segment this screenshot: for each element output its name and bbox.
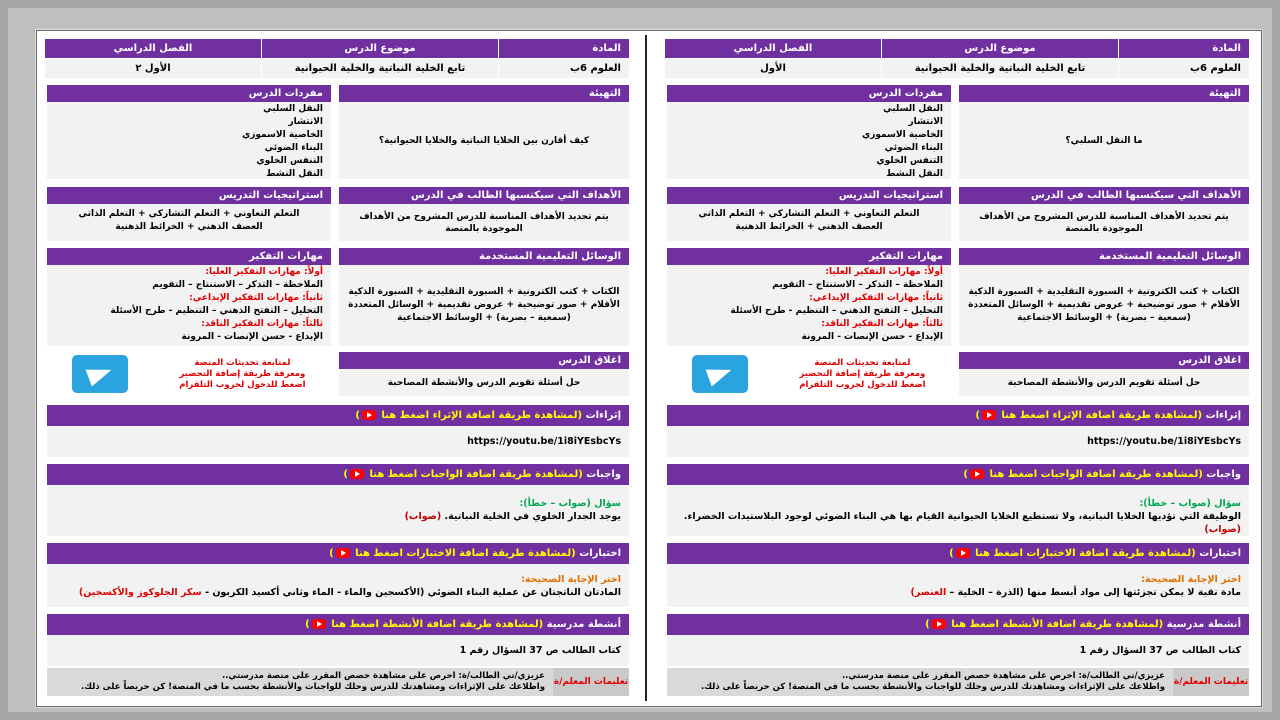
youtube-icon[interactable] (956, 548, 970, 558)
vocab-item: النقل السلبي (883, 104, 943, 114)
enrichment-link[interactable]: (لمشاهدة طريقة اضافة الإثراء اضغط هنا (381, 410, 583, 421)
closing-text: حل أسئلة تقويم الدرس والأنشطة المصاحبة (959, 369, 1249, 396)
activities-text: كتاب الطالب ص 37 السؤال رقم 1 (667, 635, 1249, 666)
homework-question: الوظيفة التي تؤديها الخلايا النباتية، ولا تستطيع الخلايا الحيوانية القيام بها هي البناء الضوئي لوجود البلاستيدات الخضراء. (683, 511, 1241, 522)
thinking-skills-section (667, 248, 951, 346)
closing-header: اغلاق الدرس (339, 352, 629, 369)
enrichment-section (667, 405, 1249, 457)
activities-text: كتاب الطالب ص 37 السؤال رقم 1 (47, 635, 629, 666)
objectives-header: الأهداف التي سيكتسبها الطالب في الدرس (339, 187, 629, 204)
vocab-item: النقل النشط (886, 169, 943, 179)
objectives-text: يتم تحديد الأهداف المناسبة للدرس المشروح من الأهداف الموجودة بالمنصة (339, 204, 629, 241)
youtube-icon[interactable] (336, 548, 350, 558)
aids-header: الوسائل التعليمية المستخدمة (959, 248, 1249, 265)
vocab-item: التنفس الخلوي (876, 156, 943, 166)
vocab-item: البناء الضوئي (264, 143, 323, 153)
aids-body (339, 265, 629, 346)
youtube-icon[interactable] (932, 619, 946, 629)
closing-section (339, 352, 629, 396)
strategies-header: استراتيجيات التدريس (667, 187, 951, 204)
activities-link[interactable]: (لمشاهدة طريقة اضافة الأنشطة اضغط هنا (331, 619, 544, 630)
objectives-section (339, 187, 629, 241)
aids-line: (سمعية – بصرية) + الوسائط الاجتماعية (397, 313, 571, 323)
tests-body (47, 564, 629, 607)
thinking-heading: ثالثاً: مهارات التفكير الناقد: (821, 319, 943, 329)
topic-label: موضوع الدرس (882, 39, 1118, 58)
objectives-section (959, 187, 1249, 241)
term-label: الفصل الدراسي (665, 39, 881, 58)
strategies-line: العصف الذهني + الخرائط الذهنية (115, 222, 263, 232)
vocab-item: الانتشار (908, 117, 943, 127)
lesson-plan-left (47, 39, 629, 695)
term-value: الأول (665, 59, 881, 78)
vocab-header: مفردات الدرس (667, 85, 951, 102)
thinking-heading: أولاً: مهارات التفكير العليا: (825, 267, 943, 277)
vocab-section (47, 85, 331, 179)
tests-header: اختبارات (لمشاهدة طريقة اضافة الاختبارات اضغط هنا ) (667, 543, 1249, 564)
vocab-item: الخاصية الاسموزي (241, 130, 323, 140)
tests-section (47, 543, 629, 607)
youtube-icon[interactable] (350, 469, 364, 479)
screen-frame (8, 8, 1272, 712)
teacher-line: عزيزي/تي الطالب/ة: احرص على مشاهدة حصص المقرر على منصة مدرستي.. (221, 671, 545, 681)
subject-value: العلوم 6ب (499, 59, 629, 78)
strategies-body (47, 204, 331, 241)
subject-label: المادة (1119, 39, 1249, 58)
tests-answer: سكر الجلوكوز والأكسجين) (78, 587, 202, 598)
enrichment-url[interactable]: https://youtu.be/1i8iYEsbcYs (667, 426, 1249, 457)
strategies-line: العصف الذهني + الخرائط الذهنية (735, 222, 883, 232)
thinking-line: الملاحظة – التذكر – الاستنتاج – التقويم (152, 280, 323, 290)
homework-answer: (صواب) (404, 511, 442, 522)
homework-label: واجبات (586, 469, 621, 480)
vocab-item: الانتشار (288, 117, 323, 127)
thinking-heading: ثانياً: مهارات التفكير الإبداعي: (809, 293, 943, 303)
aids-line: (سمعية – بصرية) + الوسائط الاجتماعية (1017, 313, 1191, 323)
thinking-heading: ثالثاً: مهارات التفكير الناقد: (201, 319, 323, 329)
tests-header: اختبارات (لمشاهدة طريقة اضافة الاختبارات اضغط هنا ) (47, 543, 629, 564)
teacher-instructions-text (667, 668, 1173, 696)
vocab-item: النقل السلبي (263, 104, 323, 114)
homework-header: واجبات (لمشاهدة طريقة اضافة الواجبات اضغط هنا ) (667, 464, 1249, 485)
enrichment-section (47, 405, 629, 457)
aids-header: الوسائل التعليمية المستخدمة (339, 248, 629, 265)
topic-value: تابع الخلية النباتية والخلية الحيوانية (882, 59, 1118, 78)
promo-line: ومعرفة طريقة إضافة التحضير (799, 368, 926, 379)
homework-question: يوجد الجدار الخلوي في الخلية النباتية. (444, 511, 621, 522)
telegram-promo[interactable] (667, 352, 951, 396)
homework-question-type: سؤال (صواب – خطأ): (1139, 498, 1241, 509)
strategies-line: التعلم التعاوني + التعلم التشاركي + التعلم الذاتي (698, 209, 920, 219)
lesson-plan-sheet (36, 30, 1262, 707)
promo-line: ومعرفة طريقة إضافة التحضير (179, 368, 306, 379)
teacher-instructions-label: تعليمات المعلم/ة (553, 668, 629, 696)
tests-question-type: اختر الإجابة الصحيحة: (1141, 574, 1241, 585)
strategies-body (667, 204, 951, 241)
tests-link[interactable]: (لمشاهدة طريقة اضافة الاختبارات اضغط هنا (355, 548, 576, 559)
closing-header: اغلاق الدرس (959, 352, 1249, 369)
youtube-icon[interactable] (312, 619, 326, 629)
telegram-icon[interactable] (72, 355, 128, 393)
tests-link[interactable]: (لمشاهدة طريقة اضافة الاختبارات اضغط هنا (975, 548, 1196, 559)
promo-line: لمتابعة تحديثات المنصة (814, 357, 911, 368)
subject-value: العلوم 6ب (1119, 59, 1249, 78)
teacher-line: واطلاعك على الإثراءات ومشاهدتك للدرس وحلك للواجبات والأنشطة بحسب ما في المنصة! كن حريصاً على ذلك. (80, 682, 545, 692)
vocab-list (667, 102, 951, 179)
vocab-item: البناء الضوئي (884, 143, 943, 153)
youtube-icon[interactable] (970, 469, 984, 479)
thinking-line: التحليل – التفتح الذهني – التنظيم - طرح الأسئلة (730, 306, 943, 316)
closing-text: حل أسئلة تقويم الدرس والأنشطة المصاحبة (339, 369, 629, 396)
promo-line: اضغط للدخول لجروب التلقرام (799, 379, 926, 390)
thinking-skills-section (47, 248, 331, 346)
youtube-icon[interactable] (362, 410, 376, 420)
thinking-body (667, 265, 951, 346)
youtube-icon[interactable] (982, 410, 996, 420)
enrichment-url[interactable]: https://youtu.be/1i8iYEsbcYs (47, 426, 629, 457)
objectives-text: يتم تحديد الأهداف المناسبة للدرس المشروح من الأهداف الموجودة بالمنصة (959, 204, 1249, 241)
term-value: الأول ٢ (45, 59, 261, 78)
activities-header: أنشطة مدرسية (لمشاهدة طريقة اضافة الأنشطة اضغط هنا ) (667, 614, 1249, 635)
enrichment-label: إثراءات (1205, 410, 1241, 421)
thinking-line: الإبداع - حسن الإنصات - المرونة (181, 332, 323, 342)
aids-line: الأقلام + صور توضيحية + عروض تقديمية + الوسائل المتعددة (968, 300, 1240, 310)
tests-body (667, 564, 1249, 607)
homework-body (47, 485, 629, 536)
activities-label: أنشطة مدرسية (546, 619, 621, 630)
enrichment-header: إثراءات (لمشاهدة طريقة اضافة الإثراء اضغط هنا ) (667, 405, 1249, 426)
tests-section (667, 543, 1249, 607)
homework-label: واجبات (1206, 469, 1241, 480)
thinking-heading: ثانياً: مهارات التفكير الإبداعي: (189, 293, 323, 303)
subject-label: المادة (499, 39, 629, 58)
thinking-line: الإبداع - حسن الإنصات - المرونة (801, 332, 943, 342)
warmup-text: كيف أقارن بين الخلايا النباتية والخلايا الحيوانية؟ (339, 102, 629, 179)
lesson-info-grid (47, 39, 629, 77)
term-label: الفصل الدراسي (45, 39, 261, 58)
tests-label: اختبارات (579, 548, 621, 559)
homework-question-line (55, 510, 621, 523)
enrichment-link[interactable]: (لمشاهدة طريقة اضافة الإثراء اضغط هنا (1001, 410, 1203, 421)
page-divider (645, 35, 647, 701)
activities-label: أنشطة مدرسية (1166, 619, 1241, 630)
enrichment-label: إثراءات (585, 410, 621, 421)
tests-question-line (55, 586, 621, 599)
thinking-heading: أولاً: مهارات التفكير العليا: (205, 267, 323, 277)
promo-line: اضغط للدخول لجروب التلقرام (179, 379, 306, 390)
tests-answer: العنصر) (910, 587, 947, 598)
warmup-header: التهيئة (959, 85, 1249, 102)
closing-section (959, 352, 1249, 396)
vocab-item: التنفس الخلوي (256, 156, 323, 166)
warmup-header: التهيئة (339, 85, 629, 102)
lesson-info-grid (667, 39, 1249, 77)
activities-section (47, 614, 629, 666)
aids-body (959, 265, 1249, 346)
teacher-instructions (667, 668, 1249, 696)
vocab-item: النقل النشط (266, 169, 323, 179)
teacher-instructions-label: تعليمات المعلم/ة (1173, 668, 1249, 696)
homework-body (667, 485, 1249, 536)
tests-question-line (675, 586, 1241, 599)
thinking-line: التحليل – التفتح الذهني – التنظيم - طرح الأسئلة (110, 306, 323, 316)
tests-question-type: اختر الإجابة الصحيحة: (521, 574, 621, 585)
aids-section (959, 248, 1249, 346)
teacher-instructions (47, 668, 629, 696)
thinking-header: مهارات التفكير (667, 248, 951, 265)
warmup-text: ما النقل السلبي؟ (959, 102, 1249, 179)
strategies-line: التعلم التعاوني + التعلم التشاركي + التعلم الذاتي (78, 209, 300, 219)
warmup-section (339, 85, 629, 179)
vocab-section (667, 85, 951, 179)
topic-value: تابع الخلية النباتية والخلية الحيوانية (262, 59, 498, 78)
telegram-icon[interactable] (692, 355, 748, 393)
strategies-header: استراتيجيات التدريس (47, 187, 331, 204)
activities-section (667, 614, 1249, 666)
topic-label: موضوع الدرس (262, 39, 498, 58)
tests-question: مادة نقية لا يمكن تجزئتها إلى مواد أبسط منها (الذرة – الخلية – (949, 587, 1241, 598)
activities-header: أنشطة مدرسية (لمشاهدة طريقة اضافة الأنشطة اضغط هنا ) (47, 614, 629, 635)
homework-question-line (675, 510, 1241, 536)
activities-link[interactable]: (لمشاهدة طريقة اضافة الأنشطة اضغط هنا (951, 619, 1164, 630)
tests-label: اختبارات (1199, 548, 1241, 559)
lesson-plan-right (667, 39, 1249, 695)
tests-question: المادتان الناتجتان عن عملية البناء الضوئي (الأكسجين والماء - الماء وثاني أكسيد الكربون - (205, 587, 621, 598)
enrichment-header: إثراءات (لمشاهدة طريقة اضافة الإثراء اضغط هنا ) (47, 405, 629, 426)
teacher-line: واطلاعك على الإثراءات ومشاهدتك للدرس وحلك للواجبات والأنشطة بحسب ما في المنصة! كن حريصاً على ذلك. (700, 682, 1165, 692)
teacher-instructions-text (47, 668, 553, 696)
vocab-item: الخاصية الاسموزي (861, 130, 943, 140)
telegram-promo[interactable] (47, 352, 331, 396)
telegram-promo-text (799, 358, 925, 391)
thinking-header: مهارات التفكير (47, 248, 331, 265)
telegram-promo-text (179, 358, 305, 391)
homework-link[interactable]: (لمشاهدة طريقة اضافة الواجبات اضغط هنا (369, 469, 583, 480)
teacher-line: عزيزي/تي الطالب/ة: احرص على مشاهدة حصص المقرر على منصة مدرستي.. (841, 671, 1165, 681)
aids-line: الكتاب + كتب الكترونية + السبورة التقليدية + السبورة الذكية (348, 287, 620, 297)
thinking-body (47, 265, 331, 346)
promo-line: لمتابعة تحديثات المنصة (194, 357, 291, 368)
homework-answer: (صواب) (1204, 524, 1241, 535)
homework-link[interactable]: (لمشاهدة طريقة اضافة الواجبات اضغط هنا (989, 469, 1203, 480)
vocab-header: مفردات الدرس (47, 85, 331, 102)
objectives-header: الأهداف التي سيكتسبها الطالب في الدرس (959, 187, 1249, 204)
vocab-list (47, 102, 331, 179)
homework-question-type: سؤال (صواب – خطأ): (519, 498, 621, 509)
warmup-section (959, 85, 1249, 179)
strategies-section (47, 187, 331, 241)
aids-line: الأقلام + صور توضيحية + عروض تقديمية + الوسائل المتعددة (348, 300, 620, 310)
strategies-section (667, 187, 951, 241)
homework-section (667, 464, 1249, 536)
thinking-line: الملاحظة – التذكر – الاستنتاج – التقويم (772, 280, 943, 290)
homework-header: واجبات (لمشاهدة طريقة اضافة الواجبات اضغط هنا ) (47, 464, 629, 485)
homework-section (47, 464, 629, 536)
aids-line: الكتاب + كتب الكترونية + السبورة التقليدية + السبورة الذكية (968, 287, 1240, 297)
aids-section (339, 248, 629, 346)
